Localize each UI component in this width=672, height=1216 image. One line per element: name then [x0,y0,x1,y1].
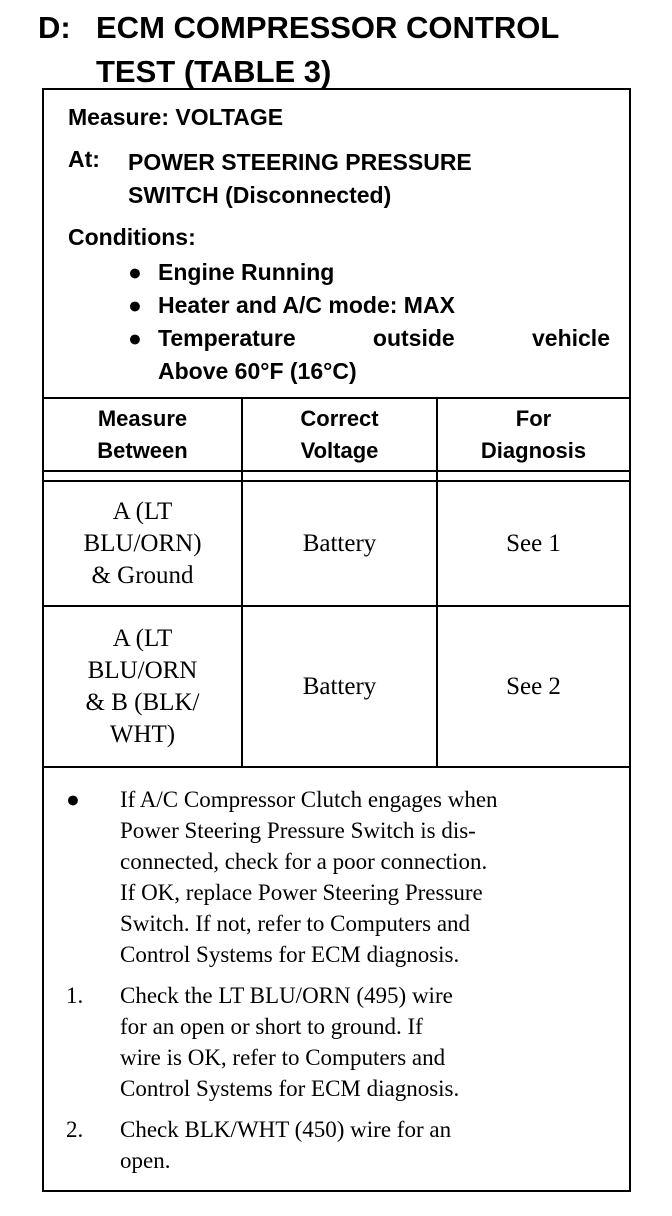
column-header-for-diagnosis [438,399,629,470]
bullet-icon: ● [128,325,142,351]
divider [44,766,629,768]
table-cell-measure-between [44,482,241,605]
note-line: wire is OK, refer to Computers and [120,1045,446,1070]
bullet-icon: ● [66,787,80,812]
test-table-box [42,88,631,1192]
bullet-icon: ● [128,259,142,285]
column-header-measure-between [44,399,241,470]
header-line: Between [97,437,188,463]
table-cell-measure-between [44,607,241,766]
note-item [66,980,614,1104]
note-line: If A/C Compressor Clutch engages when [120,787,498,812]
note-number: 2. [66,1117,84,1142]
cell-line: BLU/ORN [87,656,198,684]
divider [44,470,629,472]
note-line: for an open or short to ground. If [120,1014,423,1039]
note-line: Power Steering Pressure Switch is dis- [120,818,476,843]
header-line: Voltage [300,437,379,463]
note-line: connected, check for a poor connection. [120,849,488,874]
at-label: At: [68,146,100,172]
header-line: Correct [300,405,379,431]
title-line-1: ECM COMPRESSOR CONTROL [96,10,560,45]
header-line: Measure [97,405,188,431]
note-item [66,1114,614,1176]
conditions-list [128,256,610,388]
at-line-2: SWITCH (Disconnected) [128,182,392,208]
cell-line: & B (BLK/ [85,688,200,716]
note-line: Check BLK/WHT (450) wire for an [120,1117,452,1142]
cell-line: & Ground [91,561,194,589]
table-cell-correct-voltage: Battery [302,529,377,557]
table-cell-for-diagnosis: See 2 [506,672,561,700]
cell-line: A (LT [112,624,173,652]
header-line: For [515,405,552,431]
note-line: Control Systems for ECM diagnosis. [120,942,460,967]
measure-label: Measure: VOLTAGE [68,104,284,130]
at-line-1: POWER STEERING PRESSURE [128,149,472,175]
diagnosis-notes [66,784,614,1186]
note-line: If OK, replace Power Steering Pressure [120,880,483,905]
condition-text: Temperature outside vehicle [158,325,610,351]
condition-item [128,289,610,322]
cell-line: A (LT [112,497,173,525]
condition-text: Heater and A/C mode: MAX [158,292,455,318]
at-location [68,146,472,212]
note-item [66,784,614,970]
condition-text-continued: Above 60°F (16°C) [158,358,357,384]
bullet-icon: ● [128,292,142,318]
note-number: 1. [66,983,84,1008]
note-line: open. [120,1148,171,1173]
conditions-label: Conditions: [68,224,196,250]
table-cell-correct-voltage: Battery [302,672,377,700]
cell-line: BLU/ORN) [83,529,202,557]
note-line: Switch. If not, refer to Computers and [120,911,471,936]
section-prefix: D: [38,10,71,45]
condition-item [128,256,610,289]
note-line: Check the LT BLU/ORN (495) wire [120,983,453,1008]
title-line-2: TEST (TABLE 3) [96,54,332,89]
condition-item [128,322,610,388]
cell-line: WHT) [109,720,176,748]
header-line: Diagnosis [480,437,587,463]
document-title [38,6,668,94]
condition-text: Engine Running [158,259,335,285]
column-header-correct-voltage [243,399,436,470]
table-cell-for-diagnosis: See 1 [506,529,561,557]
note-line: Control Systems for ECM diagnosis. [120,1076,460,1101]
